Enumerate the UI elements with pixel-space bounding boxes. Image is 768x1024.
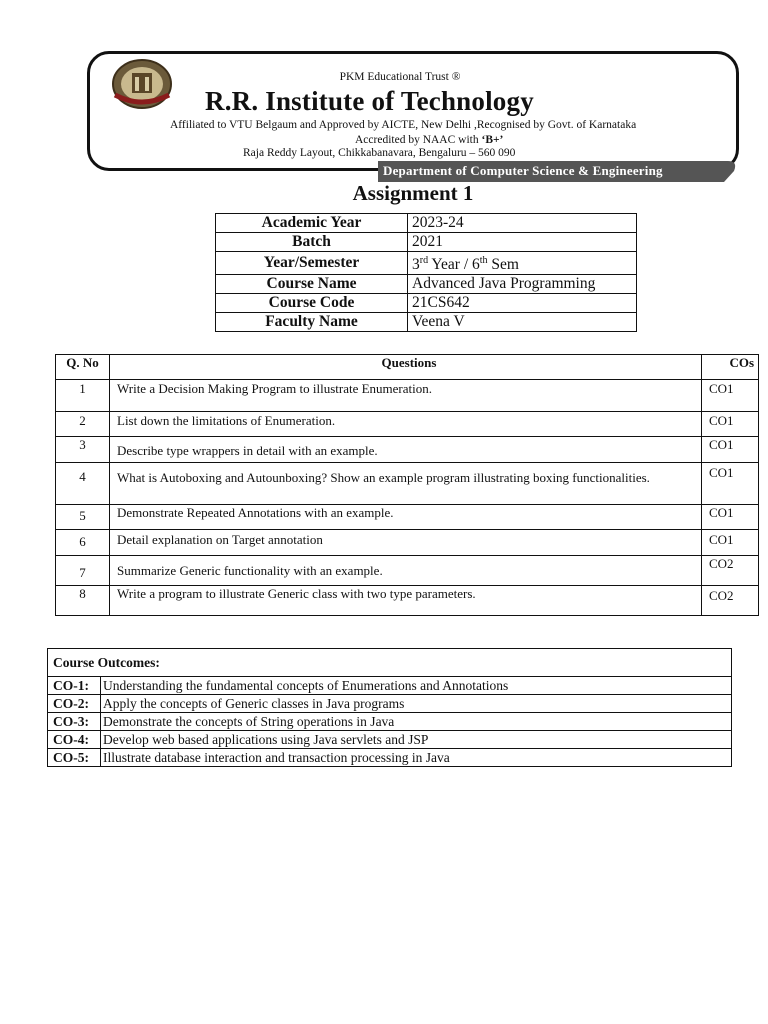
question-number: 6 bbox=[56, 530, 110, 556]
affiliation-line: Affiliated to VTU Belgaum and Approved by AICTE, New Delhi ,Recognised by Govt. of Karnataka bbox=[170, 119, 637, 131]
info-key: Academic Year bbox=[216, 214, 408, 233]
question-text: Describe type wrappers in detail with an example. bbox=[110, 437, 702, 463]
question-number: 8 bbox=[56, 586, 110, 616]
questions-header-row bbox=[56, 355, 759, 380]
outcome-row bbox=[48, 749, 732, 767]
question-co: CO1 bbox=[702, 437, 759, 463]
course-outcomes-table bbox=[47, 648, 732, 767]
question-co: CO1 bbox=[702, 463, 759, 505]
institute-logo bbox=[111, 57, 173, 109]
header-qno: Q. No bbox=[56, 355, 110, 380]
outcome-row bbox=[48, 713, 732, 731]
info-value: 2023-24 bbox=[408, 214, 637, 233]
question-row bbox=[56, 437, 759, 463]
institute-name: R.R. Institute of Technology bbox=[205, 86, 534, 116]
outcome-row bbox=[48, 695, 732, 713]
question-co: CO1 bbox=[702, 505, 759, 530]
question-row bbox=[56, 556, 759, 586]
outcome-row bbox=[48, 677, 732, 695]
question-text: Write a Decision Making Program to illustrate Enumeration. bbox=[110, 380, 702, 412]
info-row bbox=[216, 214, 637, 233]
info-key: Course Name bbox=[216, 275, 408, 294]
address-line: Raja Reddy Layout, Chikkabanavara, Bengaluru – 560 090 bbox=[243, 147, 516, 159]
outcome-id: CO-1: bbox=[48, 677, 101, 695]
outcome-id: CO-4: bbox=[48, 731, 101, 749]
question-text: What is Autoboxing and Autounboxing? Show an example program illustrating boxing functionalities. bbox=[110, 463, 702, 505]
question-text: List down the limitations of Enumeration. bbox=[110, 412, 702, 437]
outcome-id: CO-2: bbox=[48, 695, 101, 713]
question-co: CO2 bbox=[702, 586, 759, 616]
semester-text: 3rd Year / 6th Sem bbox=[412, 255, 519, 274]
info-key: Faculty Name bbox=[216, 313, 408, 332]
assignment-title: Assignment 1 bbox=[352, 181, 474, 205]
question-row bbox=[56, 412, 759, 437]
outcomes-header-row bbox=[48, 649, 732, 677]
question-text: Demonstrate Repeated Annotations with an example. bbox=[110, 505, 702, 530]
question-number: 5 bbox=[56, 505, 110, 530]
outcome-id: CO-5: bbox=[48, 749, 101, 767]
info-value: Advanced Java Programming bbox=[408, 275, 637, 294]
question-number: 4 bbox=[56, 463, 110, 505]
questions-table bbox=[55, 354, 759, 616]
naac-grade: ‘B+’ bbox=[481, 134, 504, 146]
outcome-text: Illustrate database interaction and transaction processing in Java bbox=[101, 749, 732, 767]
outcome-text: Develop web based applications using Java servlets and JSP bbox=[101, 731, 732, 749]
info-row bbox=[216, 252, 637, 275]
question-row bbox=[56, 380, 759, 412]
outcome-row bbox=[48, 731, 732, 749]
accreditation-text: Accredited by NAAC with bbox=[355, 134, 482, 146]
trust-name: PKM Educational Trust ® bbox=[339, 71, 461, 83]
question-row bbox=[56, 530, 759, 556]
info-row bbox=[216, 275, 637, 294]
info-key: Course Code bbox=[216, 294, 408, 313]
question-row bbox=[56, 586, 759, 616]
question-number: 1 bbox=[56, 380, 110, 412]
info-key: Year/Semester bbox=[216, 252, 408, 275]
question-co: CO2 bbox=[702, 556, 759, 586]
outcome-text: Apply the concepts of Generic classes in Java programs bbox=[101, 695, 732, 713]
info-key: Batch bbox=[216, 233, 408, 252]
question-co: CO1 bbox=[702, 412, 759, 437]
question-co: CO1 bbox=[702, 380, 759, 412]
department-name: Department of Computer Science & Engineering bbox=[383, 163, 663, 178]
question-text: Summarize Generic functionality with an example. bbox=[110, 556, 702, 586]
info-value: 2021 bbox=[408, 233, 637, 252]
question-number: 7 bbox=[56, 556, 110, 586]
question-number: 2 bbox=[56, 412, 110, 437]
question-row bbox=[56, 463, 759, 505]
info-value: Veena V bbox=[408, 313, 637, 332]
header-cos: COs bbox=[702, 355, 759, 380]
question-row bbox=[56, 505, 759, 530]
info-row bbox=[216, 313, 637, 332]
question-co: CO1 bbox=[702, 530, 759, 556]
info-value-semester bbox=[408, 252, 637, 275]
outcomes-heading: Course Outcomes: bbox=[48, 649, 732, 677]
info-value: 21CS642 bbox=[408, 294, 637, 313]
question-text: Detail explanation on Target annotation bbox=[110, 530, 702, 556]
outcome-text: Understanding the fundamental concepts of Enumerations and Annotations bbox=[101, 677, 732, 695]
outcome-id: CO-3: bbox=[48, 713, 101, 731]
question-text: Write a program to illustrate Generic class with two type parameters. bbox=[110, 586, 702, 616]
accreditation-line bbox=[355, 134, 503, 146]
course-info-table bbox=[215, 213, 637, 332]
header-questions: Questions bbox=[110, 355, 702, 380]
info-row bbox=[216, 233, 637, 252]
outcome-text: Demonstrate the concepts of String operations in Java bbox=[101, 713, 732, 731]
info-row bbox=[216, 294, 637, 313]
question-number: 3 bbox=[56, 437, 110, 463]
